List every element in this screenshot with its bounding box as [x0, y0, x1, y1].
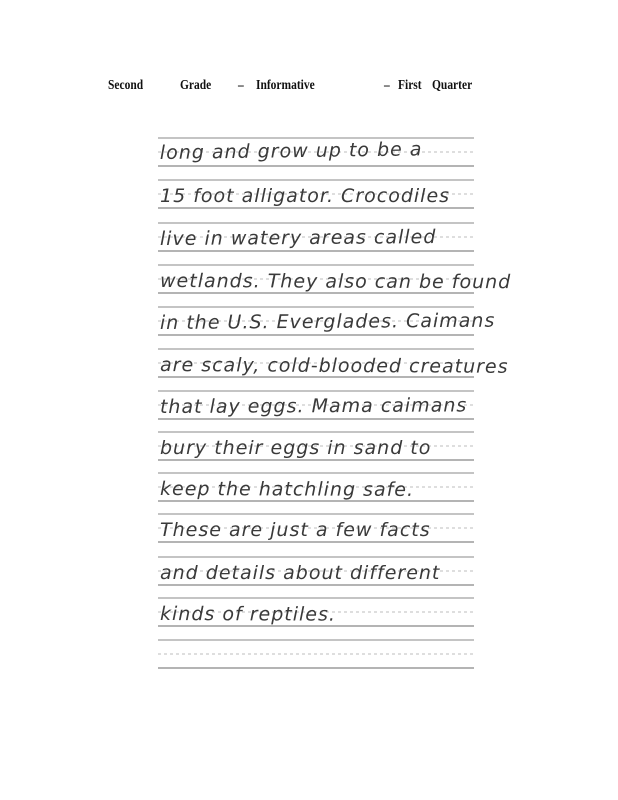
handwriting-sheet	[158, 130, 512, 670]
handwriting-line: wetlands. They also can be found	[160, 270, 512, 294]
handwriting-line: keep the hatchling safe.	[160, 478, 415, 501]
handwriting-line: kinds of reptiles.	[160, 603, 336, 626]
handwriting-line: that lay eggs. Mama caimans	[159, 394, 468, 418]
handwriting-line: bury their eggs in sand to	[160, 437, 432, 459]
handwriting-line: These are just a few facts	[160, 519, 431, 541]
header-type: Informative	[256, 78, 315, 93]
header-grade: Second	[108, 78, 144, 93]
handwriting-line: live in watery areas called	[159, 226, 437, 250]
handwriting-line: are scaly, cold-blooded creatures	[160, 354, 509, 378]
header-dash-1: –	[238, 78, 244, 93]
handwriting-line: 15 foot alligator. Crocodiles	[160, 185, 451, 207]
handwriting-line: long and grow up to be a	[159, 138, 423, 164]
handwriting-line: in the U.S. Everglades. Caimans	[159, 309, 496, 334]
handwriting-line: and details about different	[160, 562, 441, 584]
header-quarter: Quarter	[432, 78, 473, 93]
header-grade-word: Grade	[180, 78, 212, 93]
header-dash-2: –	[384, 78, 390, 93]
header-quarter-num: First	[398, 78, 422, 93]
